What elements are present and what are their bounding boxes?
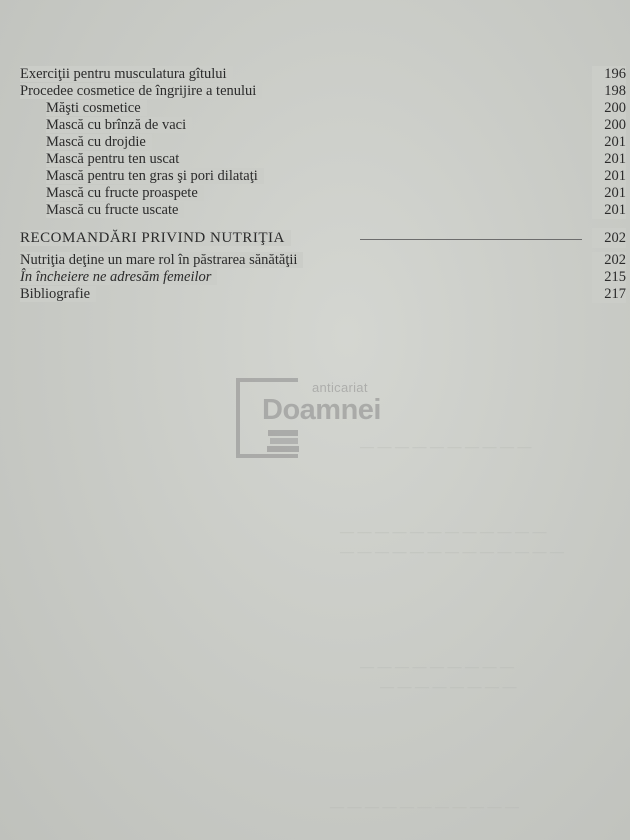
toc-subentry <box>20 100 626 117</box>
toc-entry-page: 200 <box>592 117 626 134</box>
toc-entry <box>20 286 626 303</box>
toc-entry <box>20 269 626 286</box>
toc-entry <box>20 252 626 269</box>
show-through-text: — — — — — — — — — — <box>360 440 532 455</box>
toc-entry-title: Bibliografie <box>20 286 96 302</box>
table-of-contents <box>20 66 626 303</box>
show-through-text: — — — — — — — — — — — <box>330 800 519 815</box>
toc-entry-page: 201 <box>592 185 626 202</box>
show-through-text: — — — — — — — — — — — — <box>340 525 547 540</box>
show-through-text: — — — — — — — — — <box>360 660 514 675</box>
toc-entry-title: Mască cu brînză de vaci <box>46 117 192 133</box>
toc-entry <box>20 83 626 100</box>
books-icon <box>266 428 302 454</box>
section-page: 202 <box>592 228 626 248</box>
watermark-small-text: anticariat <box>312 380 368 395</box>
toc-entry-title: Nutriţia deţine un mare rol în păstrarea sănătăţii <box>20 252 303 268</box>
toc-entry-page: 196 <box>592 66 626 83</box>
toc-entry <box>20 66 626 83</box>
section-rule <box>360 239 582 240</box>
toc-subentry <box>20 134 626 151</box>
watermark-big-text: Doamnei <box>262 394 381 426</box>
show-through-text: — — — — — — — — <box>380 680 517 695</box>
toc-entry-page: 201 <box>592 202 626 219</box>
toc-entry-page: 217 <box>592 286 626 303</box>
toc-entry-title: Procedee cosmetice de îngrijire a tenului <box>20 83 262 99</box>
toc-entry-title: Mască cu fructe uscate <box>46 202 184 218</box>
toc-entry-title: Mască cu fructe proaspete <box>46 185 204 201</box>
toc-subentry <box>20 185 626 202</box>
section-title: RECOMANDĂRI PRIVIND NUTRIŢIA <box>20 230 291 246</box>
toc-subentry <box>20 151 626 168</box>
toc-entry-page: 201 <box>592 151 626 168</box>
toc-entry-page: 202 <box>592 252 626 269</box>
toc-entry-title: În încheiere ne adresăm femeilor <box>20 269 217 285</box>
toc-entry-page: 198 <box>592 83 626 100</box>
toc-subentry <box>20 117 626 134</box>
show-through-text: — — — — — — — — — — — — — <box>340 545 564 560</box>
toc-entry-title: Mască pentru ten uscat <box>46 151 185 167</box>
toc-entry-page: 200 <box>592 100 626 117</box>
toc-entry-title: Măşti cosmetice <box>46 100 147 116</box>
toc-section-heading <box>20 228 626 248</box>
toc-subentry <box>20 168 626 185</box>
toc-entry-title: Mască cu drojdie <box>46 134 152 150</box>
toc-entry-page: 215 <box>592 269 626 286</box>
toc-subentry <box>20 202 626 219</box>
toc-entry-title: Exerciţii pentru musculatura gîtului <box>20 66 233 82</box>
toc-entry-page: 201 <box>592 134 626 151</box>
toc-entry-title: Mască pentru ten gras şi pori dilataţi <box>46 168 264 184</box>
toc-entry-page: 201 <box>592 168 626 185</box>
